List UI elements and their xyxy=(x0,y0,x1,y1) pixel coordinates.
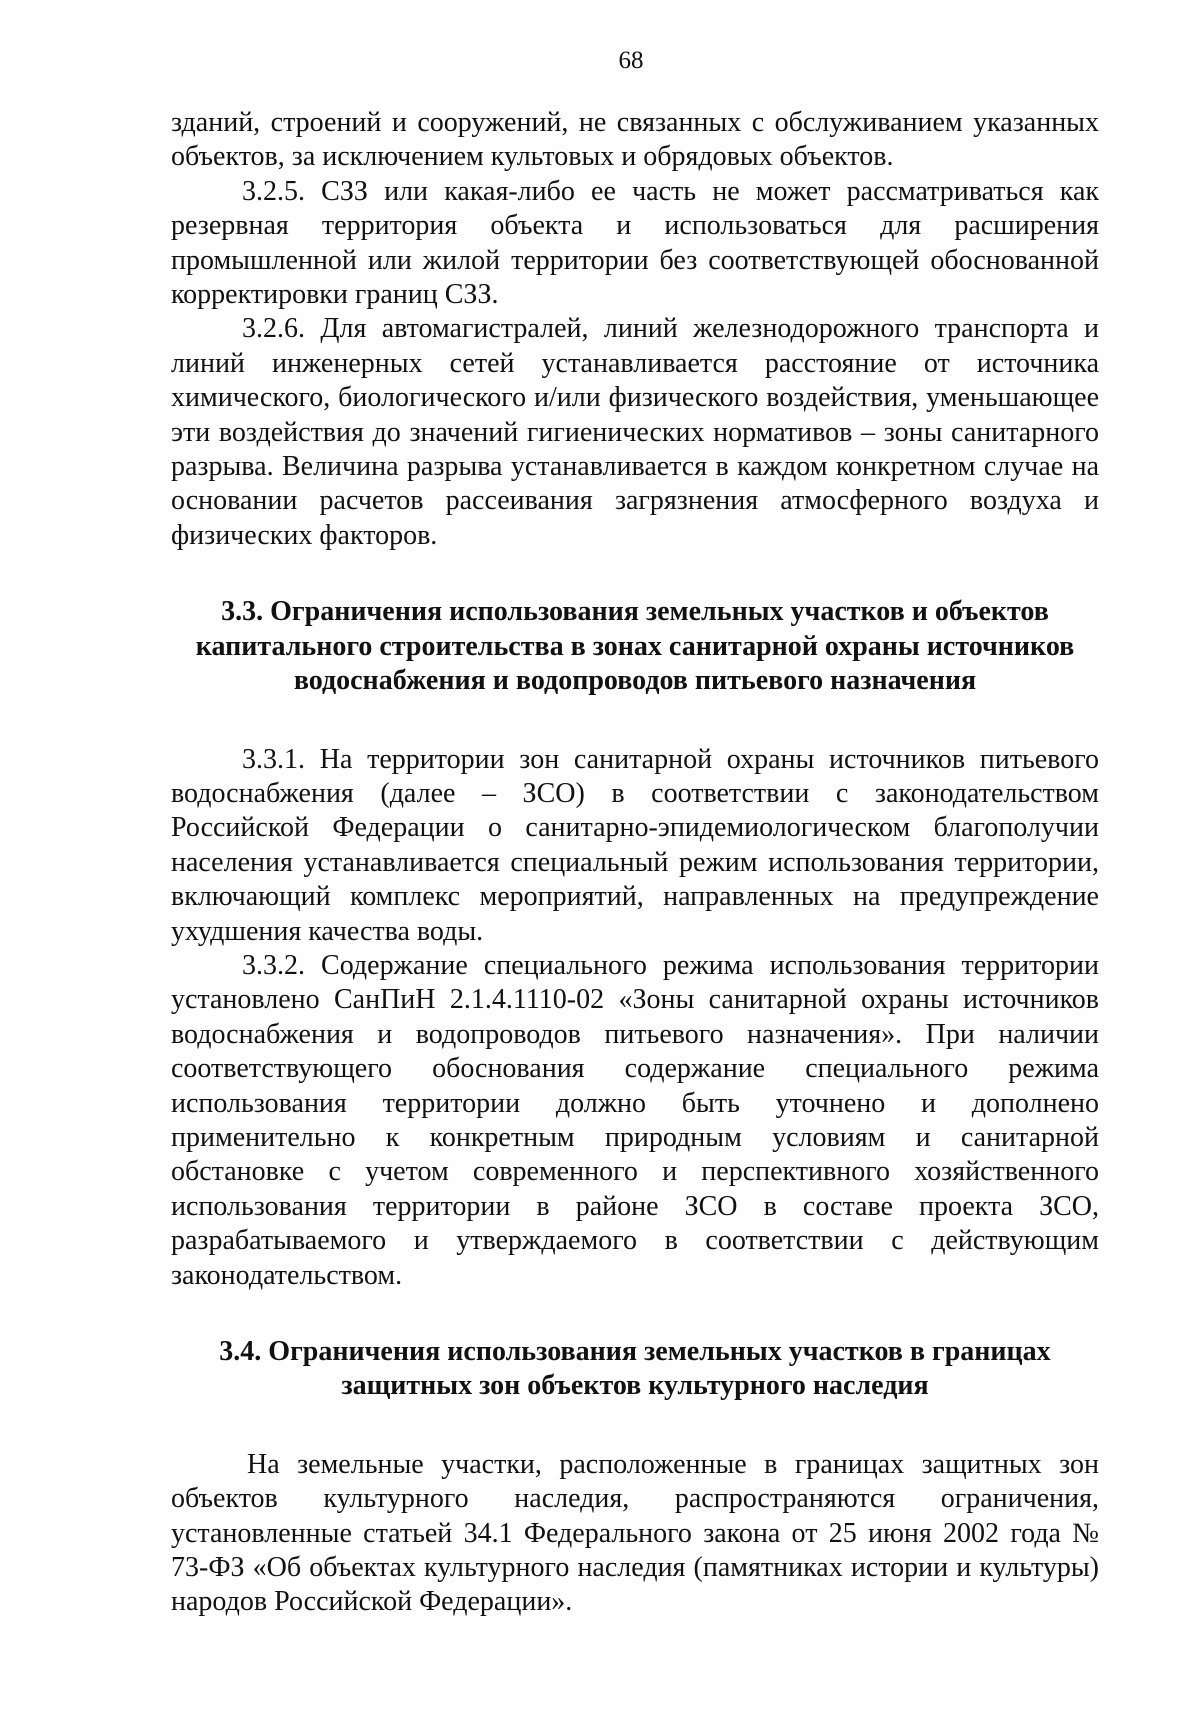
spacer xyxy=(171,1293,1099,1335)
heading-line: 3.3. Ограничения использования земельных участков и объектов xyxy=(221,596,1049,628)
spacer xyxy=(171,553,1099,595)
heading-line: водоснабжения и водопроводов питьевого назначения xyxy=(293,665,977,697)
section-heading-3-3 xyxy=(171,595,1099,698)
document-body xyxy=(171,106,1099,1620)
heading-line: защитных зон объектов культурного наследия xyxy=(341,1370,929,1402)
paragraph-3-4: На земельные участки, расположенные в границах защитных зон объектов культурного наследия, распространяются ограничения, установленные статьей 34.1 Федерального закона от 25 июня 2002 года № 73-ФЗ «Об объектах культурного наследия (памятниках истории и культуры) народов Российской Федерации». xyxy=(171,1448,1099,1618)
paragraph-3-3-2: 3.3.2. Содержание специального режима использования территории установлено СанПиН 2.1.4.1110-02 «Зоны санитарной охраны источников водоснабжения и водопроводов питьевого назначения». При наличии соответствующего обоснования содержание специального режима использования территории должно быть уточнено и дополнено применительно к конкретным природным условиям и санитарной обстановке с учетом современного и перспективного хозяйственного использования территории в районе ЗСО в составе проекта ЗСО, разрабатываемого и утверждаемого в соответствии с действующим законодательством. xyxy=(171,949,1099,1291)
paragraph-3-3-1: 3.3.1. На территории зон санитарной охраны источников питьевого водоснабжения (далее – ЗСО) в соответствии с законодательством Российской Федерации о санитарно-эпидемиологическом благополучии населения устанавливается специальный режим использования территории, включающий комплекс мероприятий, направленных на предупреждение ухудшения качества воды. xyxy=(171,743,1099,947)
heading-line: капитального строительства в зонах санитарной охраны источников xyxy=(195,630,1075,662)
heading-line: 3.4. Ограничения использования земельных участков в границах xyxy=(219,1336,1051,1367)
spacer xyxy=(171,1404,1099,1448)
section-heading-3-4 xyxy=(171,1335,1099,1404)
page-number: 68 xyxy=(618,47,644,74)
paragraph-3-2-5: 3.2.5. СЗЗ или какая-либо ее часть не может рассматриваться как резервная территория объекта и использоваться для расширения промышленной или жилой территории без соответствующей обоснованной корректировки границ СЗЗ. xyxy=(171,175,1099,311)
paragraph-continuation: зданий, строений и сооружений, не связанных с обслуживанием указанных объектов, за исключением культовых и обрядовых объектов. xyxy=(171,107,1099,173)
paragraph-3-2-6: 3.2.6. Для автомагистралей, линий железнодорожного транспорта и линий инженерных сетей устанавливается расстояние от источника химического, биологического и/или физического воздействия, уменьшающее эти воздействия до значений гигиенических нормативов – зоны санитарного разрыва. Величина разрыва устанавливается в каждом конкретном случае на основании расчетов рассеивания загрязнения атмосферного воздуха и физических факторов. xyxy=(171,313,1099,551)
spacer xyxy=(171,699,1099,743)
